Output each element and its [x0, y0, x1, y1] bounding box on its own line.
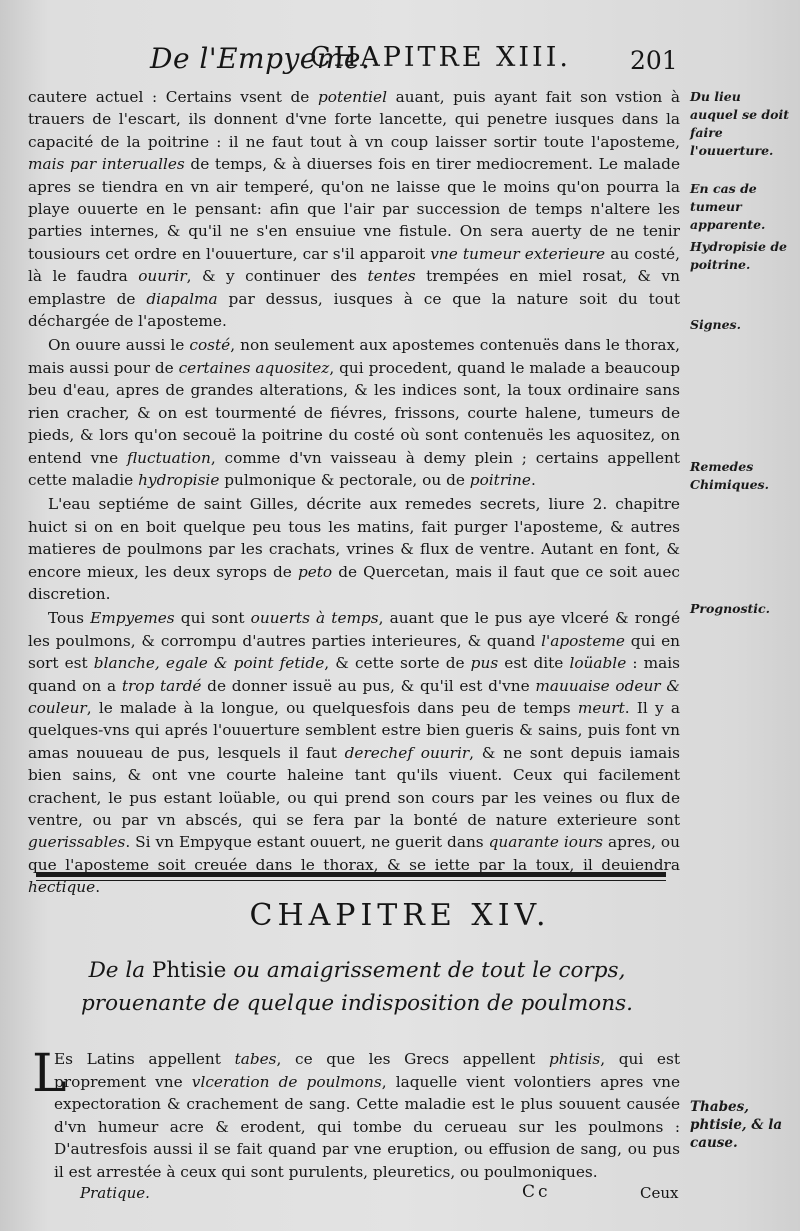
chapter-14-heading: CHAPITRE XIV. — [249, 898, 551, 933]
margin-note-tumeur: En cas de tumeur apparente. — [690, 181, 766, 232]
running-head-chapter: CHAPITRE XIII. — [310, 42, 571, 73]
margin-note-hydropisie: Hydropisie de poitrine. — [690, 239, 788, 272]
margin-note-remedes: Remedes Chimiques. — [690, 459, 769, 492]
margin-note-signes: Signes. — [690, 317, 741, 332]
chapter-14-paragraph: Es Latins appellent tabes, ce que les Grecs appellent phtisis, qui est proprement vne vlceration de poulmons, laquelle vient volontiers apres vne expectoration & crachement de sang. Cette maladie est le plus souuent causée d'vn humeur acre & erodent, qui tombe du cerueau sur les poulmons : D'autresfois aussi il se fait quand par vne eruption, ou effusion de sang, ou pus il est arrestée à ceux qui sont purulents, pleuretics, ou poulmoniques. — [54, 1050, 680, 1181]
paragraph-1: cautere actuel : Certains vsent de potentiel auant, puis ayant fait son vstion à trauers de l'escart, ils donnent d'vne forte lancette, qui penetre iusques dans la capacité de la poitrine : il ne faut tout à vn coup laisser sortir toute l'aposteme, mais par interualles de temps, & à diuerses fois en tirer mediocrement. Le malade apres se tiendra en vn air temperé, qu'on ne laisse que le moins qu'on pourra la playe ouuerte en le pensant: afin que l'air par succession de temps n'altere les parties internes, & qu'il ne s'en ensuiue vne fistule. On sera auerty de ne tenir tousiours cet ordre en l'ouuerture, car s'il apparoit vne tumeur exterieure au costé, là le faudra ouurir, & y continuer des tentes trempées en miel rosat, & vn emplastre de diapalma par dessus, iusques à ce que la nature soit du tout déchargée de l'aposteme. — [28, 88, 680, 331]
chapter-14-text — [28, 1044, 680, 1183]
margin-note-thabes: Thabes, phtisie, & la cause. — [690, 1099, 783, 1151]
signature-mark: Cc — [522, 1182, 551, 1202]
running-head — [150, 38, 790, 78]
margin-note-prognostic: Prognostic. — [690, 601, 771, 616]
chapter-14-subtitle: De la Phtisie ou amaigrissement de tout le corps, prouenante de quelque indisposition de poulmons. — [81, 958, 633, 1016]
section-rule-thick — [36, 872, 666, 877]
paragraph-4: Tous Empyemes qui sont ouuerts à temps, auant que le pus aye vlceré & rongé les poulmons, & corrompu d'autres parties interieures, & quand l'aposteme qui en sort est blanche, egale & point fetide, & cette sorte de pus est dite loüable : mais quand on a trop tardé de donner issuë au pus, & qu'il est d'vne mauuaise odeur & couleur, le malade à la longue, ou quelquesfois dans peu de temps meurt. Il y a quelques-vns qui aprés l'ouuerture semblent estre bien gueris & sains, puis font vn amas nouueau de pus, lesquels il faut derechef ouurir, & ne sont depuis iamais bien sains, & ont vne courte haleine tant qu'ils viuent. Ceux qui facilement crachent, le pus estant loüable, ou qui prend son cours par les veines ou flux de ventre, ou par vn abscés, qui se fera par la bonté de nature exterieure sont guerissables. Si vn Empyque estant ouuert, ne guerit dans quarante iours apres, ou que l'aposteme soit creuée dans le thorax, & se iette par la toux, il deuiendra hectique. — [28, 609, 680, 897]
footer-left: Pratique. — [80, 1184, 150, 1202]
page-number: 201 — [630, 46, 678, 75]
running-head-title: De l'Empyeme. — [150, 42, 371, 75]
margin-note-ouverture: Du lieu auquel se doit faire l'ouuerture. — [690, 89, 790, 158]
drop-cap: L — [32, 1044, 67, 1104]
section-rule-thin — [36, 880, 666, 881]
chapter-13-text — [28, 86, 680, 899]
paragraph-3: L'eau septiéme de saint Gilles, décrite aux remedes secrets, liure 2. chapitre huict si on en boit quelque peu tous les matins, fait purger l'aposteme, & autres matieres de poulmons par les crachats, vrines & flux de ventre. Autant en font, & encore mieux, les deux syrops de peto de Quercetan, mais il faut que ce soit auec discretion. — [28, 495, 680, 603]
paragraph-2: On ouure aussi le costé, non seulement aux apostemes contenuës dans le thorax, mais aussi pour de certaines aquositez, qui procedent, quand le malade a beaucoup beu d'eau, apres de grandes alterations, & les indices sont, la toux ordinaire sans rien cracher, & on est tourmenté de fiévres, frissons, courte halene, tumeurs de pieds, & lors qu'on secouë la poitrine du costé où sont contenuës les aquositez, on entend vne fluctuation, comme d'vn vaisseau à demy plein ; certains appellent cette maladie hydropisie pulmonique & pectorale, ou de poitrine. — [28, 336, 680, 489]
catchword: Ceux — [640, 1184, 679, 1202]
